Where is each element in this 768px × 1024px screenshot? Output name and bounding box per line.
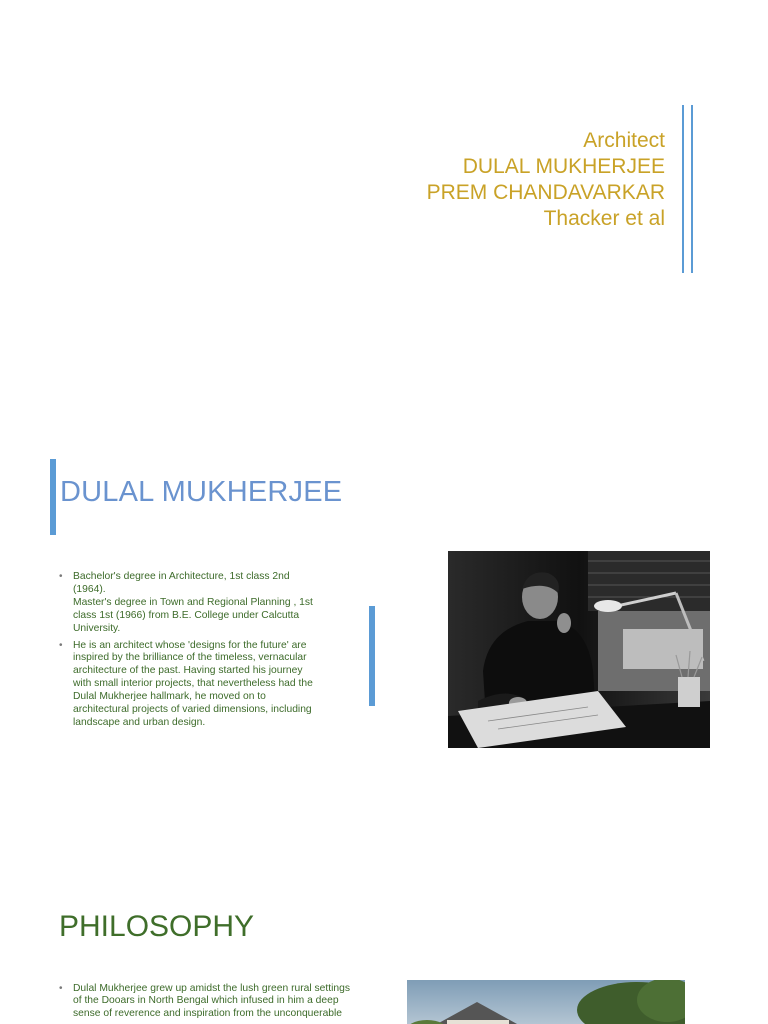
house-photo bbox=[407, 980, 685, 1024]
bio-bullet-list bbox=[58, 571, 316, 734]
bio-bullet-text: Bachelor's degree in Architecture, 1st class 2nd (1964). Master's degree in Town and Regional Planning , 1st class 1st (1966) from B.E. College under Calcutta University. bbox=[73, 571, 313, 634]
title-line-thacker: Thacker et al bbox=[543, 207, 665, 230]
philosophy-slide bbox=[0, 880, 768, 1024]
photo-accent-bar bbox=[369, 606, 375, 706]
philosophy-heading: PHILOSOPHY bbox=[59, 910, 255, 943]
title-divider-line bbox=[682, 105, 684, 273]
philosophy-bullet-text: Dulal Mukherjee grew up amidst the lush green rural settings of the Dooars in North Bengal which infused in him a deep sense of reverence and inspiration from the unconquerable bbox=[73, 983, 351, 1019]
title-line-prem: PREM CHANDAVARKAR bbox=[426, 181, 665, 204]
title-divider-line-2 bbox=[691, 105, 693, 273]
title-line-dulal: DULAL MUKHERJEE bbox=[462, 155, 665, 178]
philosophy-bullet bbox=[58, 983, 358, 1020]
title-line-architect: Architect bbox=[583, 129, 665, 152]
title-slide bbox=[0, 0, 768, 400]
philosophy-bullet-list bbox=[58, 983, 358, 1024]
bio-bullet-design bbox=[58, 640, 316, 730]
bio-bullet-text: He is an architect whose 'designs for the future' are inspired by the brilliance of the timeless, vernacular architecture of the past. Having started his journey with small interior projects, that nevertheless had the Dulal Mukherjee hallmark, he moved on to architectural projects of varied dimensions, including landscape and urban design. bbox=[73, 639, 313, 728]
portrait-image bbox=[448, 551, 710, 748]
title-block bbox=[427, 128, 665, 232]
heading-accent-bar bbox=[50, 459, 56, 535]
portrait-photo bbox=[448, 551, 710, 748]
bio-heading: DULAL MUKHERJEE bbox=[60, 476, 343, 508]
bio-bullet-education bbox=[58, 571, 316, 636]
bio-slide bbox=[0, 440, 768, 860]
house-image bbox=[407, 980, 685, 1024]
